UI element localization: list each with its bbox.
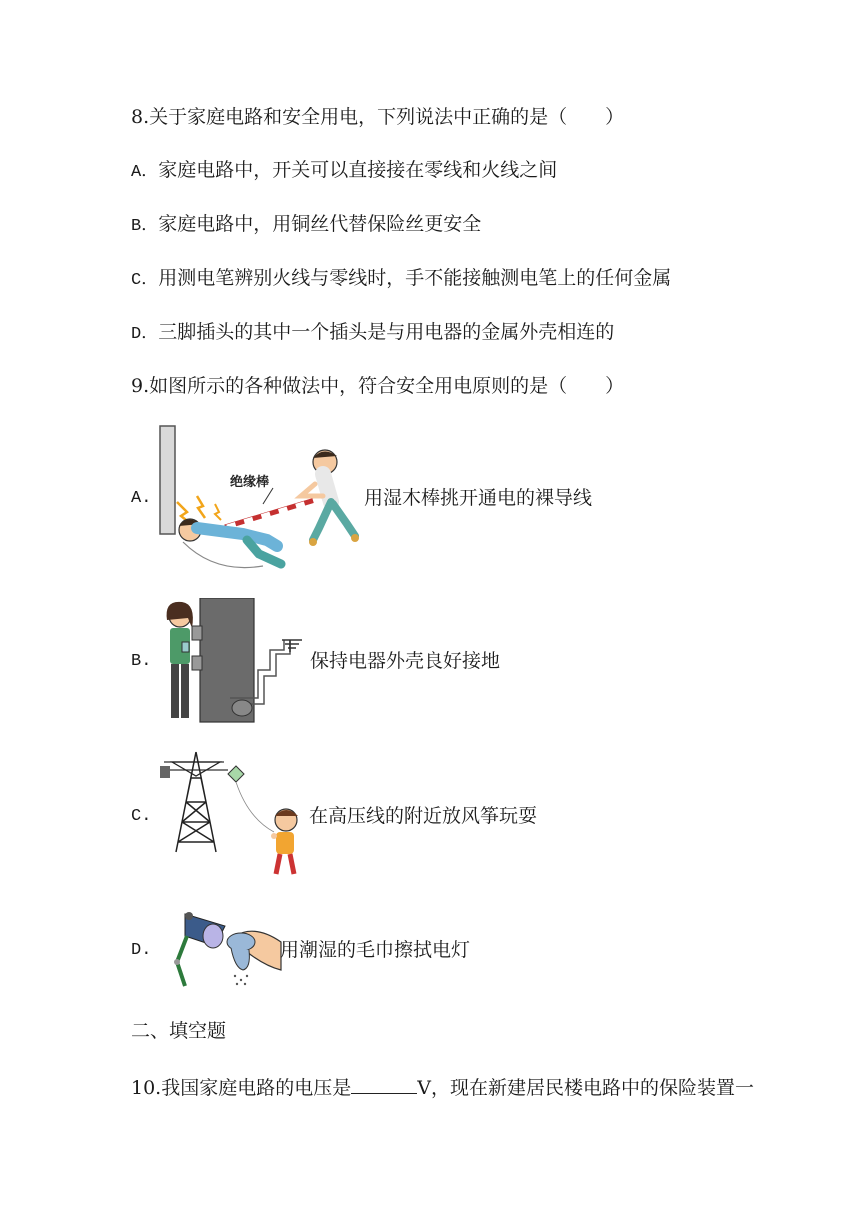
option-letter: D．: [131, 325, 159, 344]
q9-option-b-text: 保持电器外壳良好接地: [310, 650, 501, 672]
q8-option-d: [131, 319, 614, 348]
answer-blank[interactable]: [351, 1073, 417, 1094]
kite-near-power-line-figure: [158, 748, 308, 884]
q9-option-b-letter: B.: [131, 652, 152, 671]
insulating-rod-label: 绝缘棒: [230, 475, 270, 490]
q8-option-a: [131, 157, 557, 186]
option-letter: B．: [131, 217, 159, 236]
q9-option-d-text: 用潮湿的毛巾擦拭电灯: [280, 939, 471, 961]
q8-option-b: [131, 211, 481, 240]
option-text: 用测电笔辨别火线与零线时，手不能接触测电笔上的任何金属: [158, 267, 672, 289]
q8-stem: 8.关于家庭电路和安全用电，下列说法中正确的是（ ）: [131, 106, 625, 128]
option-letter: A．: [131, 163, 159, 182]
grounded-appliance-figure: [158, 598, 310, 726]
q9-option-c-text: 在高压线的附近放风筝玩耍: [309, 805, 538, 827]
option-letter: C．: [131, 271, 159, 290]
option-text: 三脚插头的其中一个插头是与用电器的金属外壳相连的: [158, 321, 615, 343]
wet-towel-lamp-figure: [165, 906, 283, 990]
section-title: 二、填空题: [131, 1020, 227, 1042]
q8-option-c: [131, 265, 671, 294]
q9-option-a-text: 用湿木棒挑开通电的裸导线: [364, 487, 593, 509]
q9-option-a-letter: A.: [131, 489, 152, 508]
insulating-rod-rescue-figure: [155, 424, 370, 574]
option-text: 家庭电路中，用铜丝代替保险丝更安全: [158, 213, 482, 235]
q10-text-before: 10.我国家庭电路的电压是: [131, 1077, 352, 1099]
q9-stem: 9.如图所示的各种做法中，符合安全用电原则的是（ ）: [131, 375, 625, 397]
q9-option-c-letter: C.: [131, 807, 152, 826]
q10-stem: [131, 1073, 754, 1101]
option-text: 家庭电路中，开关可以直接接在零线和火线之间: [158, 159, 558, 181]
q10-text-after: V，现在新建居民楼电路中的保险装置一: [417, 1077, 754, 1099]
q9-option-d-letter: D.: [131, 941, 152, 960]
